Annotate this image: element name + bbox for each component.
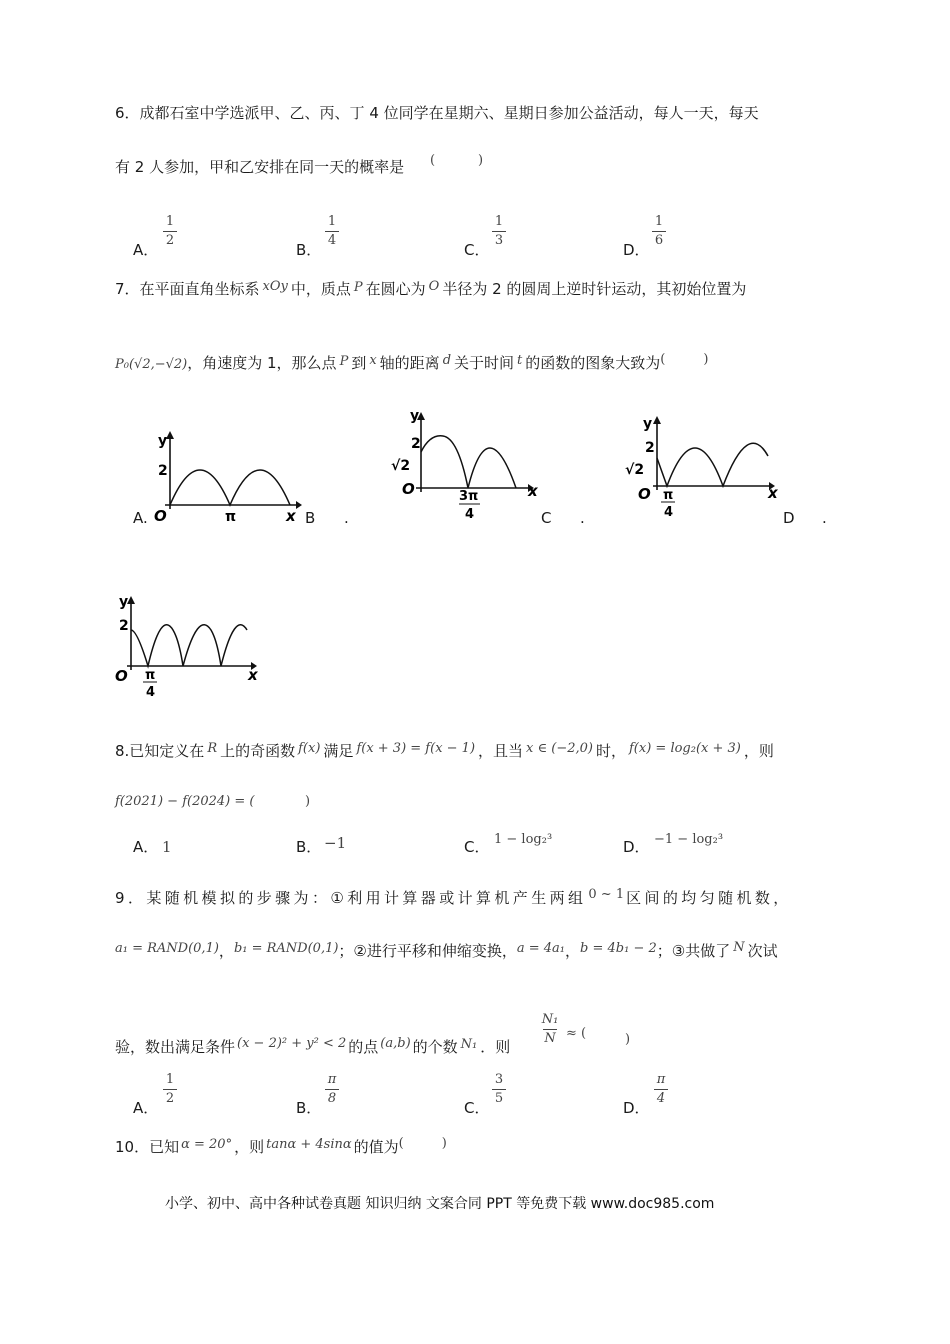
q8-line1 [115, 741, 774, 760]
q7-graph-b [388, 404, 548, 524]
q9-option-d-fraction: π 4 [651, 1072, 671, 1107]
q7-option-a-label: A. [133, 509, 148, 527]
q7-p0: P₀(√2,−√2) [115, 357, 188, 372]
q8-option-d-label: D． [623, 838, 650, 856]
q9-text-2: 区间的均匀随机数， [626, 889, 792, 907]
page-footer: 小学、初中、高中各种试卷真题 知识归纳 文案合同 PPT 等免费下载 www.doc985.com [165, 1196, 715, 1212]
graph-b-y-tick-sqrt2: √2 [391, 458, 411, 474]
q9-option-c-fraction: 3 5 [489, 1072, 509, 1107]
q7-p: P [353, 280, 363, 295]
q8-option-b-value: −1 [324, 834, 347, 852]
q9-n: N [733, 940, 745, 955]
q9-option-a-fraction: 1 2 [160, 1072, 180, 1107]
q6-option-a-fraction: 1 2 [160, 214, 180, 249]
q8-option-c-label: C． [464, 838, 490, 856]
q7-text-3: 在圆心为 [365, 280, 426, 298]
q8-text-4: ，且当 [478, 742, 524, 760]
q8-r: R [207, 741, 218, 756]
graph-c-y-label: y [643, 416, 653, 432]
q6-option-b-fraction: 1 4 [322, 214, 342, 249]
q7-p-2: P [339, 354, 349, 369]
q6-option-c-label: C． [464, 241, 490, 259]
q7-option-d-dot: . [822, 509, 827, 527]
q6-option-c-fraction: 1 3 [489, 214, 509, 249]
q6-option-b-label: B． [296, 241, 322, 259]
q9-line2 [115, 940, 778, 960]
graph-a-x-arrow [296, 501, 302, 509]
q10-text-2: ，则 [234, 1138, 265, 1156]
q7-d: d [442, 353, 452, 368]
q7-paren-open: ( [660, 352, 666, 367]
q8-option-a-label: A． [133, 838, 159, 856]
q9-comma: ， [218, 942, 234, 960]
q8-eq1: f(x + 3) = f(x − 1) [356, 741, 476, 756]
q9-option-a-label: A． [133, 1099, 159, 1117]
q9-close: ) [625, 1032, 631, 1047]
graph-d-curve [131, 625, 247, 666]
q7-t: t [517, 353, 523, 368]
graph-a-y-label: y [158, 433, 168, 449]
q9-approx: ≈ ( [566, 1026, 587, 1041]
graph-b-y-label: y [410, 408, 420, 424]
q6-option-d-label: D． [623, 241, 650, 259]
q10-alpha: α = 20° [181, 1137, 233, 1152]
q7-o: O [428, 279, 440, 294]
graph-b-x-tick-den: 4 [465, 507, 475, 522]
q7-line2 [115, 352, 709, 372]
q9-text-5: 次试 [747, 942, 778, 960]
q7-option-b-dot: . [344, 509, 349, 527]
q10-line [115, 1136, 447, 1156]
q7-text-5: ，角速度为 1，那么点 [187, 354, 337, 372]
q7-text-7: 轴的距离 [379, 354, 440, 372]
graph-c-x-tick-den: 4 [664, 505, 674, 520]
graph-b-x-tick-num: 3π [459, 489, 479, 504]
q9-text-3: ；②进行平移和伸缩变换， [338, 942, 517, 960]
q10-paren-close: ) [441, 1136, 447, 1151]
q8-option-b-label: B． [296, 838, 322, 856]
q6-line1: 6．成都石室中学选派甲、乙、丙、丁 4 位同学在星期六、星期日参加公益活动，每人一天，每天 [115, 104, 759, 122]
q8-option-a-value: 1 [162, 838, 172, 856]
q7-paren-close: ) [703, 352, 709, 367]
q8-fx: f(x) [298, 741, 321, 756]
graph-c-curve [657, 443, 768, 486]
q9-b1: b₁ = RAND(0,1) [233, 941, 339, 956]
q9-n1: N₁ [460, 1037, 478, 1052]
q9-a-eq: a = 4a₁ [516, 941, 566, 956]
q9-option-b-label: B． [296, 1099, 322, 1117]
q9-line3 [115, 1036, 511, 1056]
graph-c-y-arrow [653, 416, 661, 424]
q8-eq3: f(2021) − f(2024) = ( [115, 794, 255, 809]
q9-text-6: 验，数出满足条件 [115, 1038, 236, 1056]
q6-line2: 有 2 人参加，甲和乙安排在同一天的概率是 [115, 158, 405, 176]
q8-text-5: 时， [595, 742, 626, 760]
graph-c-origin: O [638, 485, 651, 503]
graph-c-y-tick: 2 [645, 440, 655, 456]
q9-comma-2: ， [565, 942, 581, 960]
q7-option-b-label: B [305, 509, 316, 527]
q10-text-1: 10．已知 [115, 1138, 180, 1156]
q8-option-c-value: 1 − log₂³ [494, 832, 553, 847]
q7-option-c-dot: . [580, 509, 585, 527]
graph-d-y-arrow [127, 596, 135, 604]
q7-text-6: 到 [351, 354, 367, 372]
q7-option-d-label: D [783, 509, 795, 527]
q10-paren-open: ( [398, 1136, 404, 1151]
q7-text-2: 中，质点 [290, 280, 351, 298]
graph-a-origin: O [154, 507, 167, 525]
graph-b-x-label: x [528, 482, 538, 500]
q7-text-4: 半径为 2 的圆周上逆时针运动，其初始位置为 [442, 280, 747, 298]
q7-text-8: 关于时间 [454, 354, 515, 372]
q8-text-2: 上的奇函数 [220, 742, 296, 760]
graph-d-x-label: x [248, 666, 258, 684]
q9-option-c-label: C． [464, 1099, 490, 1117]
q9-text-1: 9．某随机模拟的步骤为：①利用计算器或计算机产生两组 [115, 889, 587, 907]
q8-text-3: 满足 [323, 742, 354, 760]
q8-text-6: ，则 [743, 742, 774, 760]
q10-text-3: 的值为 [353, 1138, 399, 1156]
q9-text-7: 的点 [348, 1038, 379, 1056]
q9-text-8: 的个数 [412, 1038, 458, 1056]
q7-graph-c [623, 410, 793, 525]
graph-d-y-tick: 2 [119, 618, 129, 634]
q9-text-4: ；③共做了 [656, 942, 731, 960]
q9-option-d-label: D． [623, 1099, 650, 1117]
graph-d-x-tick-num: π [145, 668, 156, 683]
graph-b-curve [421, 436, 516, 488]
graph-d-origin: O [115, 667, 128, 685]
q7-line1 [115, 279, 747, 298]
q9-condition: (x − 2)² + y² < 2 [237, 1036, 347, 1051]
graph-a-curve [170, 470, 290, 505]
q6-option-a-label: A． [133, 241, 159, 259]
q7-text-9: 的函数的图象大致为 [525, 354, 661, 372]
q9-point-ab: (a,b) [380, 1036, 411, 1051]
graph-c-y-tick-sqrt2: √2 [625, 462, 645, 478]
q7-graph-a [140, 425, 300, 525]
q6-option-d-fraction: 1 6 [649, 214, 669, 249]
graph-d-y-label: y [119, 594, 129, 610]
graph-a-y-tick: 2 [158, 463, 168, 479]
q6-paren-open: ( [430, 153, 436, 168]
q8-option-d-value: −1 − log₂³ [654, 832, 724, 847]
q6-paren-close: ) [478, 153, 484, 168]
q9-text-9: ．则 [480, 1038, 511, 1056]
q7-text-1: 7．在平面直角坐标系 [115, 280, 260, 298]
q9-option-b-fraction: π 8 [322, 1072, 342, 1107]
q8-eq2: f(x) = log₂(x + 3) [629, 741, 741, 756]
graph-d-x-tick-den: 4 [146, 685, 156, 700]
graph-c-x-tick-num: π [663, 488, 674, 503]
q7-x: x [369, 353, 377, 368]
q10-expr: tanα + 4sinα [266, 1137, 352, 1152]
q9-b-eq: b = 4b₁ − 2 [580, 941, 657, 956]
graph-a-y-arrow [166, 431, 174, 439]
q7-graph-d [113, 590, 273, 705]
q9-a1: a₁ = RAND(0,1) [115, 941, 219, 956]
graph-b-y-tick: 2 [411, 436, 421, 452]
q9-range: 0 ~ 1 [588, 887, 625, 902]
graph-c-x-label: x [768, 484, 778, 502]
graph-a-x-tick: π [225, 509, 237, 525]
q8-text-1: 8.已知定义在 [115, 742, 205, 760]
q7-xoy: xOy [262, 279, 288, 294]
q8-eq3-close: ) [305, 794, 311, 809]
q9-line1 [115, 887, 792, 907]
q8-domain: x ∈ (−2,0) [526, 741, 593, 756]
q9-ratio-fraction: N₁ N [541, 1012, 559, 1046]
graph-b-origin: O [402, 480, 415, 498]
q7-option-c-label: C [541, 509, 552, 527]
graph-a-x-label: x [286, 507, 296, 525]
